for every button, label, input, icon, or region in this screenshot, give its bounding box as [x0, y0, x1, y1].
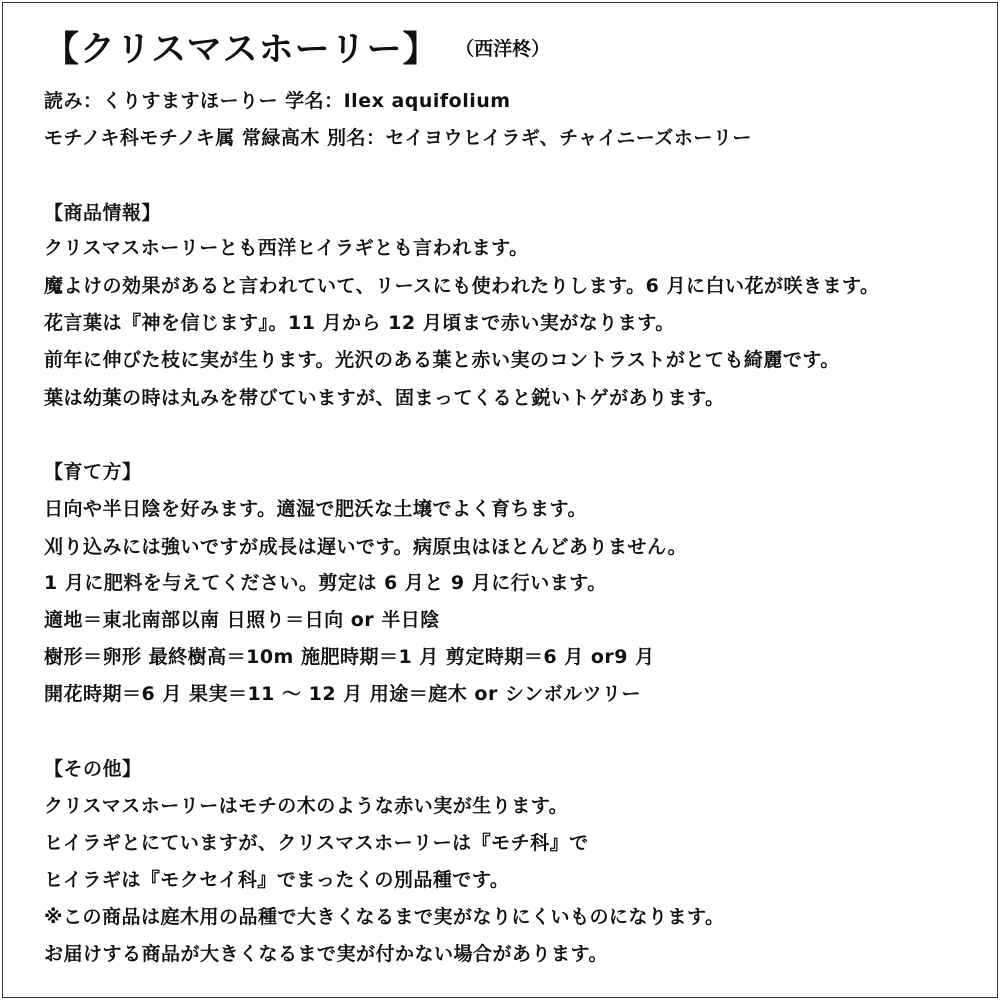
other-line: お届けする商品が大きくなるまで実が付かない場合があります。 [44, 943, 608, 965]
care-line: 刈り込みには強いですが成長は遅いです。病原虫はほとんどありません。 [44, 536, 688, 558]
product-info-line: 前年に伸びた枝に実が生ります。光沢のある葉と赤い実のコントラストがとても綺麗です。 [44, 349, 840, 371]
section-heading-care: 【育て方】 [44, 461, 142, 483]
product-info-line: 魔よけの効果があると言われていて、リースにも使われたりします。6 月に白い花が咲きます。 [44, 275, 880, 297]
other-line: ヒイラギは『モクセイ科』でまったくの別品種です。 [44, 869, 510, 891]
care-line: 日向や半日陰を好みます。適湿で肥沃な土壌でよく育ちます。 [44, 498, 587, 520]
care-line: 1 月に肥料を与えてください。剪定は 6 月と 9 月に行います。 [44, 572, 607, 594]
section-heading-product-info: 【商品情報】 [44, 202, 162, 224]
product-info-line: クリスマスホーリーとも西洋ヒイラギとも言われます。 [44, 237, 529, 259]
care-line: 適地＝東北南部以南 日照り＝日向 or 半日陰 [44, 609, 440, 631]
page-title: 【クリスマスホーリー】 [44, 30, 439, 70]
other-line: クリスマスホーリーはモチの木のような赤い実が生ります。 [44, 795, 569, 817]
care-line: 樹形＝卵形 最終樹高＝10m 施肥時期＝1 月 剪定時期＝6 月 or9 月 [44, 646, 655, 668]
family-alias: モチノキ科モチノキ属 常緑高木 別名：セイヨウヒイラギ、チャイニーズホーリー [44, 127, 752, 149]
section-heading-other: 【その他】 [44, 758, 142, 780]
care-line: 開花時期＝6 月 果実＝11 ～ 12 月 用途＝庭木 or シンボルツリー [44, 683, 641, 705]
title-row [44, 22, 550, 72]
page-subtitle: （西洋柊） [464, 38, 551, 60]
reading-scientific-name: 読み：くりすますほーりー 学名：Ilex aquifolium [44, 90, 511, 112]
other-line: ※この商品は庭木用の品種で大きくなるまで実がなりにくいものになります。 [44, 906, 725, 928]
product-info-line: 葉は幼葉の時は丸みを帯びていますが、固まってくると鋭いトゲがあります。 [44, 387, 725, 409]
other-line: ヒイラギとにていますが、クリスマスホーリーは『モチ科』で [44, 832, 589, 854]
product-info-line: 花言葉は『神を信じます』。11 月から 12 月頃まで赤い実がなります。 [44, 312, 675, 334]
